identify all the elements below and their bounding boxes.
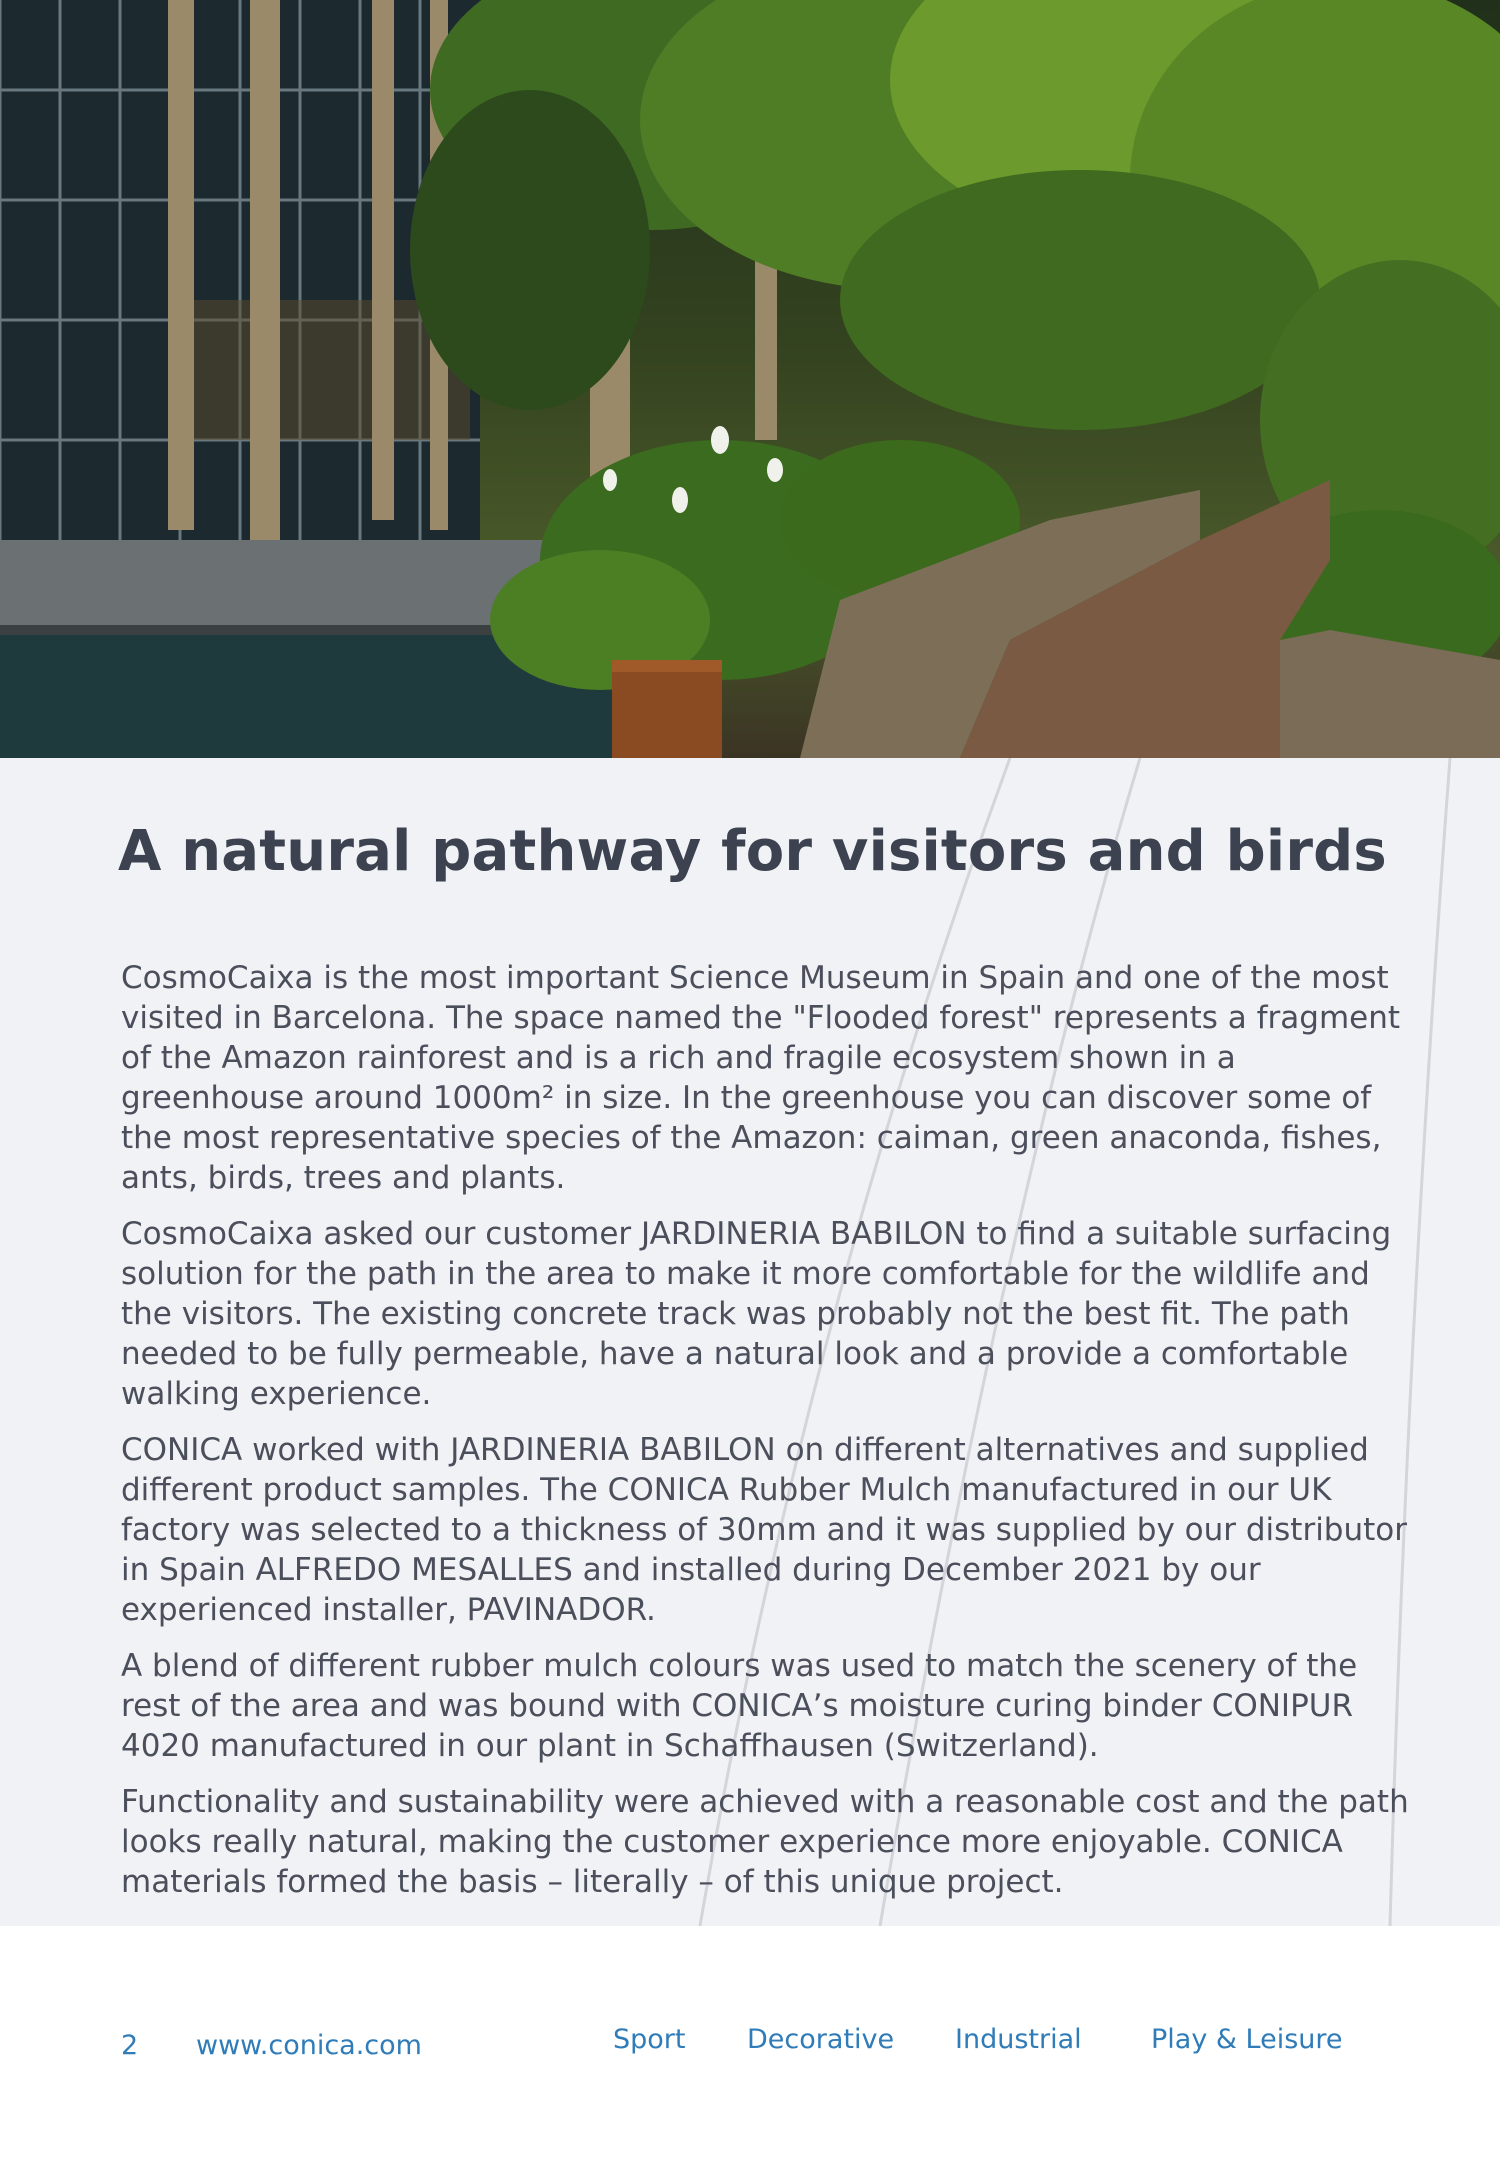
paragraph-4: A blend of different rubber mulch colours was used to match the scenery of the rest of the area and was bound with CONICA’s moisture curing binder CONIPUR 4020 manufactured in our plant in Schaffhausen (Switzerland). <box>121 1648 1358 1764</box>
paragraph-3: CONICA worked with JARDINERIA BABILON on different alternatives and supplied different product samples. The CONICA Rubber Mulch manufactured in our UK factory was selected to a thickness of 30mm and it was supplied by our distributor in Spain ALFREDO MESALLES and installed during December 2021 by our experienced installer, PAVINADOR. <box>121 1432 1408 1628</box>
footer-nav <box>0 2024 1500 2064</box>
page-title: A natural pathway for visitors and birds <box>118 819 1387 884</box>
nav-link-play-leisure[interactable]: Play & Leisure <box>1151 2024 1343 2055</box>
website-link[interactable]: www.conica.com <box>196 2030 422 2061</box>
article-body <box>121 958 1421 1918</box>
greenhouse-forest-image <box>0 0 1500 758</box>
hero-photo <box>0 0 1500 758</box>
article-section <box>0 758 1500 1926</box>
page-number: 2 <box>121 2030 139 2061</box>
paragraph-2: CosmoCaixa asked our customer JARDINERIA BABILON to find a suitable surfacing solution for the path in the area to make it more comfortable for the wildlife and the visitors. The existing concrete track was probably not the best fit. The path needed to be fully permeable, have a natural look and a provide a comfortable walking experience. <box>121 1216 1392 1412</box>
nav-link-decorative[interactable]: Decorative <box>747 2024 895 2055</box>
nav-link-industrial[interactable]: Industrial <box>955 2024 1082 2055</box>
nav-link-sport[interactable]: Sport <box>613 2024 686 2055</box>
paragraph-1: CosmoCaixa is the most important Science Museum in Spain and one of the most visited in Barcelona. The space named the "Flooded forest" represents a fragment of the Amazon rainforest and is a rich and fragile ecosystem shown in a greenhouse around 1000m² in size. In the greenhouse you can discover some of the most representative species of the Amazon: caiman, green anaconda, fishes, ants, birds, trees and plants. <box>121 960 1401 1196</box>
paragraph-5: Functionality and sustainability were achieved with a reasonable cost and the path looks really natural, making the customer experience more enjoyable. CONICA materials formed the basis – literally – of this unique project. <box>121 1784 1409 1900</box>
page-footer <box>0 1926 1500 2167</box>
